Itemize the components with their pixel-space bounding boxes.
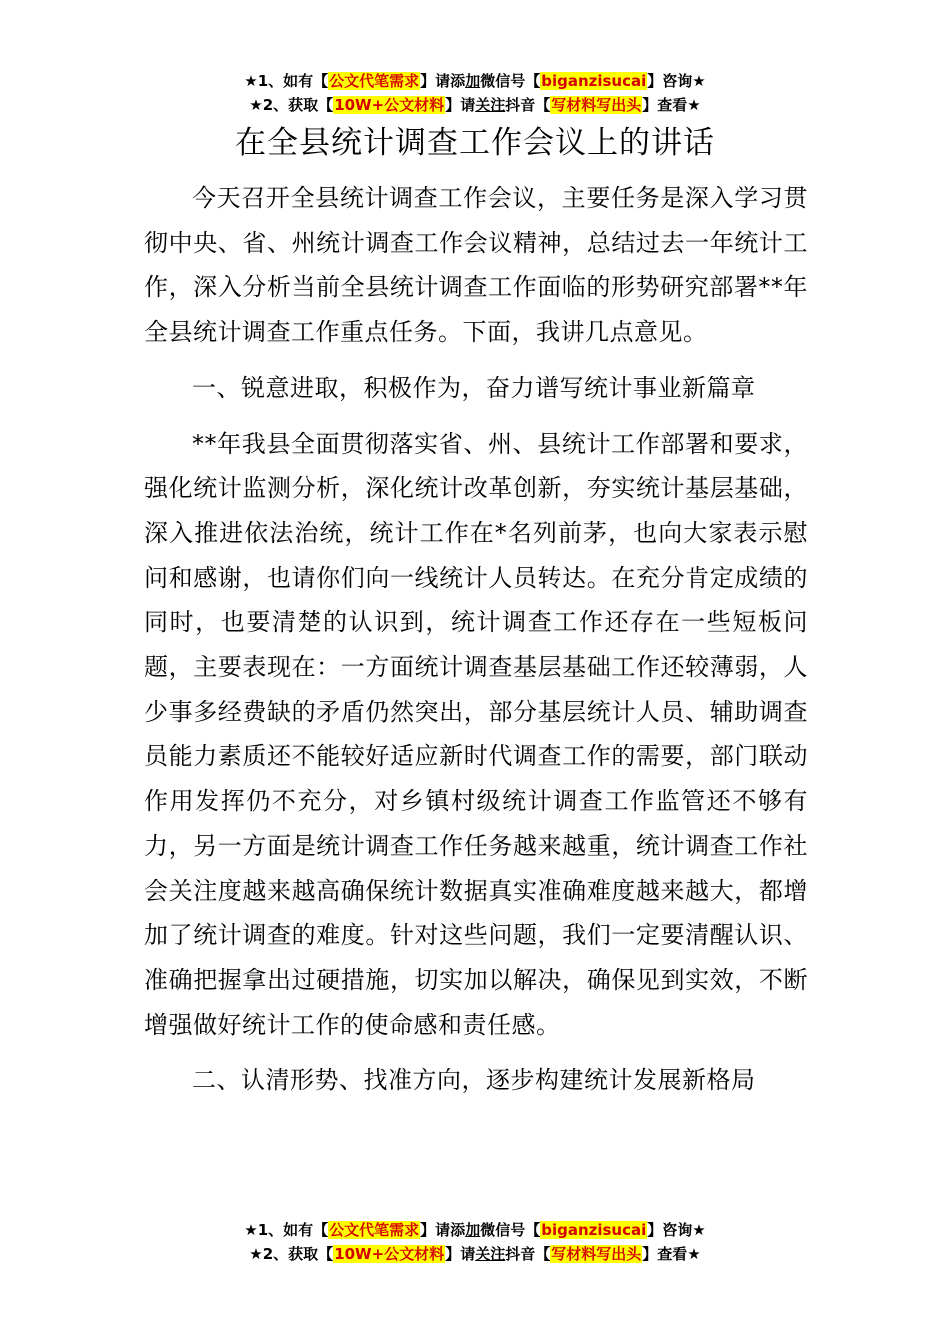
banner-text: 】咨询★ <box>647 1221 706 1239</box>
banner-highlight: 写材料写出头 <box>551 96 642 114</box>
banner-line-1 <box>0 69 950 93</box>
banner-text: 】请添 <box>420 1221 466 1239</box>
banner-text: 】咨询★ <box>647 72 706 90</box>
paragraph-body: **年我县全面贯彻落实省、州、县统计工作部署和要求，强化统计监测分析，深化统计改革创新，夯实统计基层基础，深入推进依法治统，统计工作在*名列前茅，也向大家表示慰问和感谢，也请你们向一线统计人员转达。在充分肯定成绩的同时，也要清楚的认识到，统计调查工作还存在一些短板问题，主要表现在：一方面统计调查基层基础工作还较薄弱，人少事多经费缺的矛盾仍然突出，部分基层统计人员、辅助调查员能力素质还不能较好适应新时代调查工作的需要，部门联动作用发挥仍不充分，对乡镇村级统计调查工作监管还不够有力，另一方面是统计调查工作任务越来越重，统计调查工作社会关注度越来越高确保统计数据真实准确难度越来越大，都增加了统计调查的难度。针对这些问题，我们一定要清醒认识、准确把握拿出过硬措施，切实加以解决，确保见到实效，不断增强做好统计工作的使命感和责任感。 <box>144 429 808 1039</box>
banner-text: 微信号【 <box>480 1221 541 1239</box>
banner-text: ★2、获取【 <box>249 96 334 114</box>
banner-line-2 <box>0 93 950 117</box>
banner-text: 抖音【 <box>505 1245 551 1263</box>
banner-text: 抖音【 <box>505 96 551 114</box>
paragraph-intro: 今天召开全县统计调查工作会议，主要任务是深入学习贯彻中央、省、州统计调查工作会议精神，总结过去一年统计工作，深入分析当前全县统计调查工作面临的形势研究部署**年全县统计调查工作重点任务。下面，我讲几点意见。 <box>144 184 808 347</box>
banner-highlight: 公文代笔需求 <box>329 72 420 90</box>
banner-underline: 加 <box>465 72 481 90</box>
banner-highlight: biganzisucai <box>541 72 647 90</box>
banner-text: ★1、如有【 <box>244 1221 329 1239</box>
document-body <box>144 176 808 1103</box>
banner-text: 】请 <box>445 1245 476 1263</box>
banner-text: 】请添 <box>420 72 466 90</box>
banner-underline: 加 <box>465 1221 481 1239</box>
banner-text: ★2、获取【 <box>249 1245 334 1263</box>
banner-underline: 关注 <box>475 96 506 114</box>
banner-underline: 关注 <box>475 1245 506 1263</box>
banner-highlight: 公文代笔需求 <box>329 1221 420 1239</box>
footer-banner <box>0 1218 950 1266</box>
banner-highlight: 写材料写出头 <box>551 1245 642 1263</box>
banner-line-2 <box>0 1242 950 1266</box>
banner-highlight: biganzisucai <box>541 1221 647 1239</box>
header-banner <box>0 69 950 117</box>
banner-text: 】查看★ <box>642 96 701 114</box>
banner-line-1 <box>0 1218 950 1242</box>
banner-text: ★1、如有【 <box>244 72 329 90</box>
banner-highlight: 10W+公文材料 <box>334 1245 445 1263</box>
section-heading-2: 二、认清形势、找准方向，逐步构建统计发展新格局 <box>192 1066 756 1095</box>
banner-text: 】请 <box>445 96 476 114</box>
document-title: 在全县统计调查工作会议上的讲话 <box>235 125 715 161</box>
section-heading-1: 一、锐意进取，积极作为，奋力谱写统计事业新篇章 <box>192 373 756 402</box>
banner-text: 微信号【 <box>480 72 541 90</box>
banner-highlight: 10W+公文材料 <box>334 96 445 114</box>
banner-text: 】查看★ <box>642 1245 701 1263</box>
